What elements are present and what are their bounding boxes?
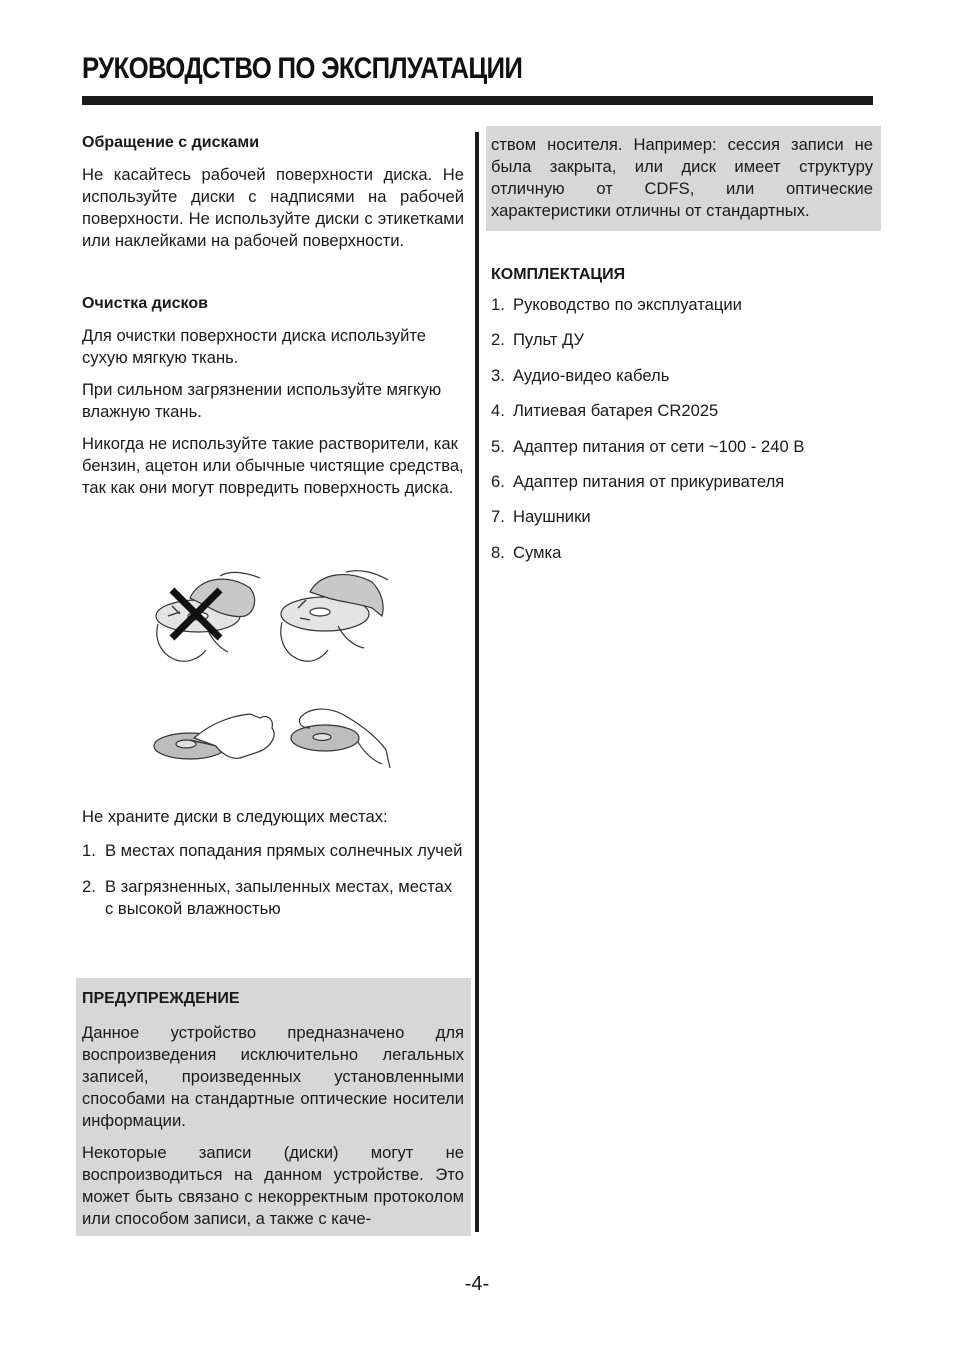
cleaning-paragraph: При сильном загрязнении используйте мягкую влажную ткань. [82,380,442,421]
warning-box [82,990,464,1240]
title-rule [82,96,873,105]
package-heading: КОМПЛЕКТАЦИЯ [491,266,626,283]
list-item-number: 2. [491,330,505,350]
list-item-number: 1. [491,295,505,314]
list-item-number: 6. [491,471,505,491]
storage-intro: Не храните диски в следующих местах: [82,807,388,826]
list-item [491,436,873,458]
disc-handling-illustration [150,568,400,778]
list-item [491,506,873,528]
list-item-text: В загрязненных, запыленных местах, местах с высокой влажностью [105,877,453,918]
list-item-text: В местах попадания прямых солнечных лучей [105,841,463,860]
list-item [491,329,873,351]
list-item [491,542,873,564]
list-item [491,294,873,316]
cleaning-paragraph: Никогда не используйте такие растворители, как бензин, ацетон или обычные чистящие средства, так как они могут повредить поверхность диска. [82,434,464,497]
list-item-text: Литиевая батарея CR2025 [513,401,719,421]
storage-section [82,806,464,934]
list-item-text: Сумка [513,542,562,562]
page-number: -4- [464,1273,490,1295]
warning-continuation-text: ством носителя. Например: сессия записи не была закрыта, или диск имеет структуру отличную от CDFS, или оптические характеристики отличны от стандартных. [491,135,873,220]
handling-text: Не касайтесь рабочей поверхности диска. Не используйте диски с надписями на рабочей поверхности. Не используйте диски с этикетками или наклейками на рабочей поверхности. [82,165,464,250]
list-item-number: 8. [491,542,505,562]
list-item-text: Адаптер питания от прикуривателя [513,471,785,491]
list-item-text: Пульт ДУ [513,330,585,350]
warning-heading: ПРЕДУПРЕЖДЕНИЕ [82,990,240,1007]
warning-paragraph: Некоторые записи (диски) могут не воспроизводиться на данном устройстве. Это может быть связано с некорректным протоколом или способом записи, а также с каче- [82,1143,464,1228]
list-item-number: 7. [491,507,505,527]
list-item [82,876,464,920]
list-item [491,365,873,387]
left-column [82,134,464,509]
list-item [491,400,873,422]
list-item [491,471,873,493]
storage-list [82,840,464,920]
list-item-number: 1. [82,841,96,860]
list-item-number: 5. [491,436,505,456]
list-item [82,840,464,862]
list-item-text: Адаптер питания от сети ~100 - 240 В [513,436,805,456]
column-divider [475,132,479,1232]
cleaning-paragraph: Для очистки поверхности диска используйте сухую мягкую ткань. [82,326,426,367]
warning-paragraph: Данное устройство предназначено для воспроизведения исключительно легальных записей, произведенных установленными способами на стандартные оптические носители информации. [82,1023,464,1130]
handling-heading: Обращение с дисками [82,134,260,151]
page-title: РУКОВОДСТВО ПО ЭКСПЛУАТАЦИИ [82,52,523,85]
list-item-text: Аудио-видео кабель [513,365,670,385]
package-list [491,294,873,564]
cleaning-heading: Очистка дисков [82,295,208,312]
warning-continuation [491,134,873,232]
list-item-number: 3. [491,365,505,385]
list-item-number: 2. [82,877,96,896]
list-item-number: 4. [491,401,505,421]
package-section [491,266,873,577]
list-item-text: Руководство по эксплуатации [513,295,742,314]
list-item-text: Наушники [513,507,591,527]
